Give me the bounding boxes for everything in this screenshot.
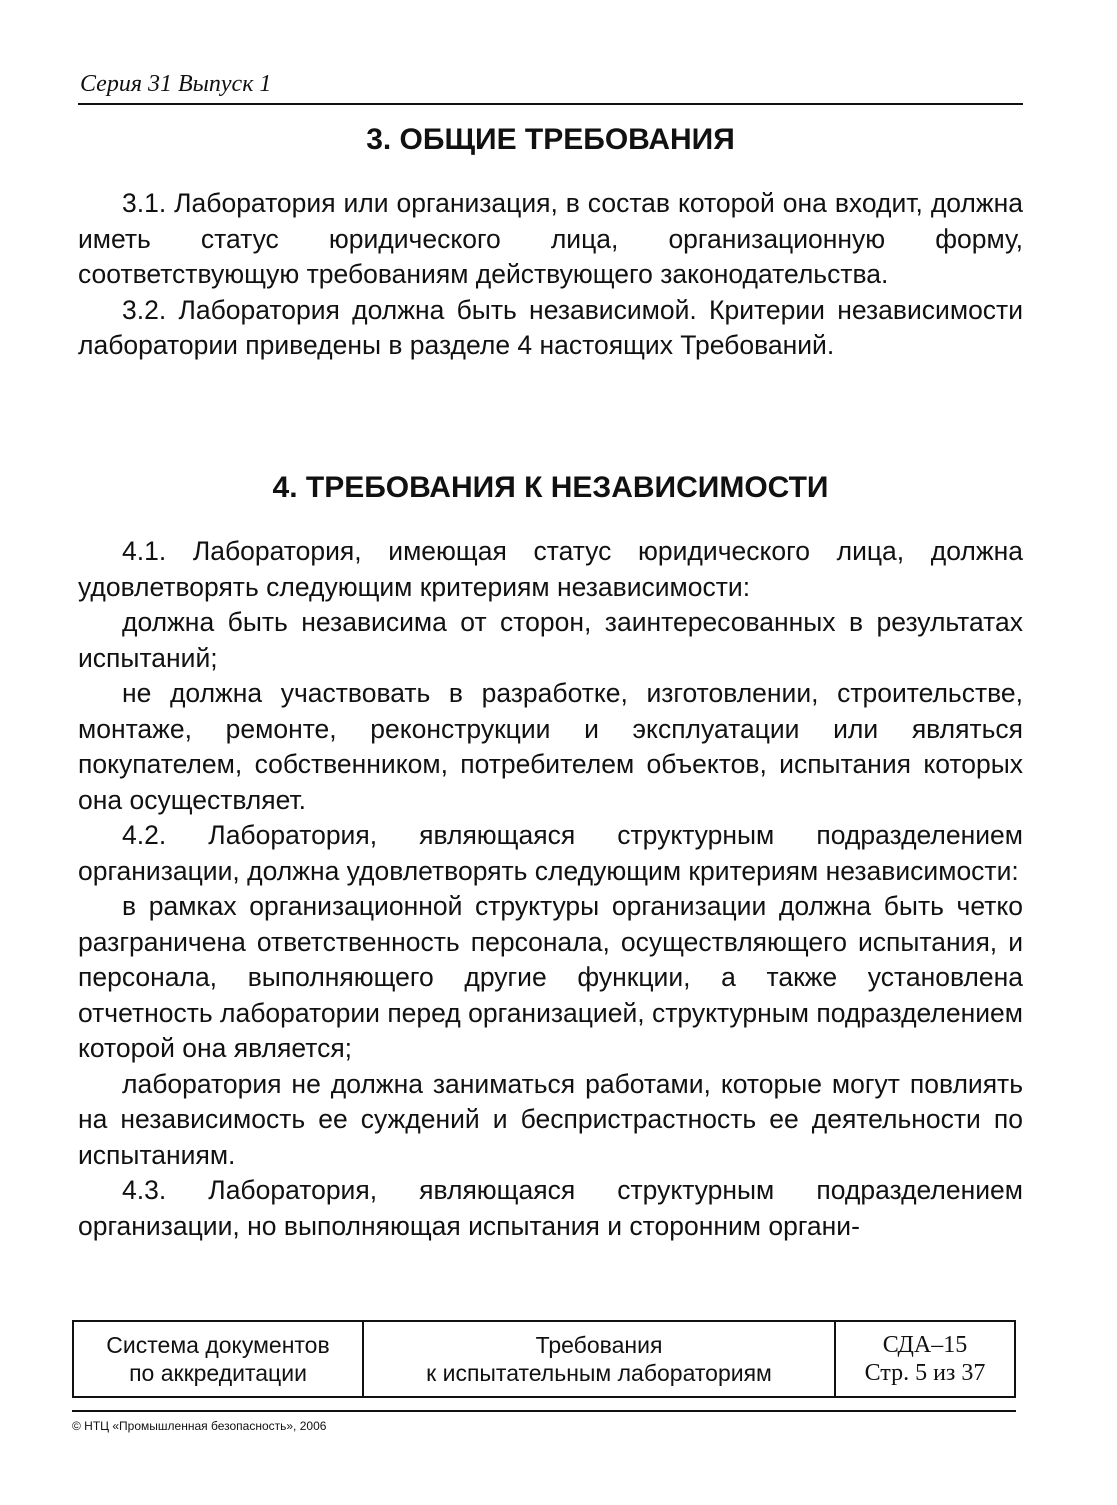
paragraph-4-1-a: должна быть независима от сторон, заинтересованных в результатах испытаний; — [78, 607, 1023, 673]
footer-code: СДА–15 — [882, 1332, 968, 1358]
paragraph-4-2-b: лаборатория не должна заниматься работами, которые могут повлиять на независимость ее суждений и беспристрастность ее деятельности по испытаниям. — [78, 1068, 1023, 1170]
paragraph-3-2: 3.2. Лаборатория должна быть независимой. Критерии независимости лаборатории приведены в разделе 4 настоящих Требований. — [78, 294, 1023, 360]
copyright-line: © НТЦ «Промышленная безопасность», 2006 — [72, 1419, 327, 1433]
footer-requirements-line2: к испытательным лабораториям — [426, 1360, 772, 1386]
footer-rule — [72, 1410, 1016, 1412]
footer-table — [72, 1320, 1016, 1398]
footer-page-number: Стр. 5 из 37 — [864, 1360, 986, 1386]
footer-doc-system-line2: по аккредитации — [129, 1360, 307, 1386]
footer-doc-system-cell — [73, 1321, 363, 1397]
header-rule — [78, 103, 1023, 105]
paragraph-4-2: 4.2. Лаборатория, являющаяся структурным подразделением организации, должна удовлетворять следующим критериям независимости: — [78, 820, 1023, 886]
section-3-body — [78, 186, 1023, 364]
paragraph-4-1-b: не должна участвовать в разработке, изготовлении, строительстве, монтаже, ремонте, реконструкции и эксплуатации или являться покупателем, собственником, потребителем объектов, испытания которых она осуществляет. — [78, 678, 1023, 815]
footer-code-cell — [835, 1321, 1015, 1397]
footer-requirements-cell — [363, 1321, 835, 1397]
section-3-title: 3. ОБЩИЕ ТРЕБОВАНИЯ — [366, 123, 735, 156]
paragraph-4-3: 4.3. Лаборатория, являющаяся структурным подразделением организации, но выполняющая испытания и сторонним органи- — [78, 1175, 1023, 1241]
footer-doc-system-line1: Система документов — [106, 1332, 330, 1358]
running-header: Серия 31 Выпуск 1 — [80, 71, 272, 97]
section-4-title: 4. ТРЕБОВАНИЯ К НЕЗАВИСИМОСТИ — [272, 471, 829, 504]
paragraph-3-1: 3.1. Лаборатория или организация, в состав которой она входит, должна иметь статус юридического лица, организационную форму, соответствующую требованиям действующего законодательства. — [78, 188, 1023, 289]
paragraph-4-2-a: в рамках организационной структуры организации должна быть четко разграничена ответственность персонала, осуществляющего испытания, и персонала, выполняющего другие функции, а также установлена отчетность лаборатории перед организацией, структурным подразделением которой она является; — [78, 891, 1023, 1063]
paragraph-4-1: 4.1. Лаборатория, имеющая статус юридического лица, должна удовлетворять следующим критериям независимости: — [78, 536, 1023, 602]
footer-requirements-line1: Требования — [535, 1332, 663, 1358]
section-4-body — [78, 534, 1023, 1244]
